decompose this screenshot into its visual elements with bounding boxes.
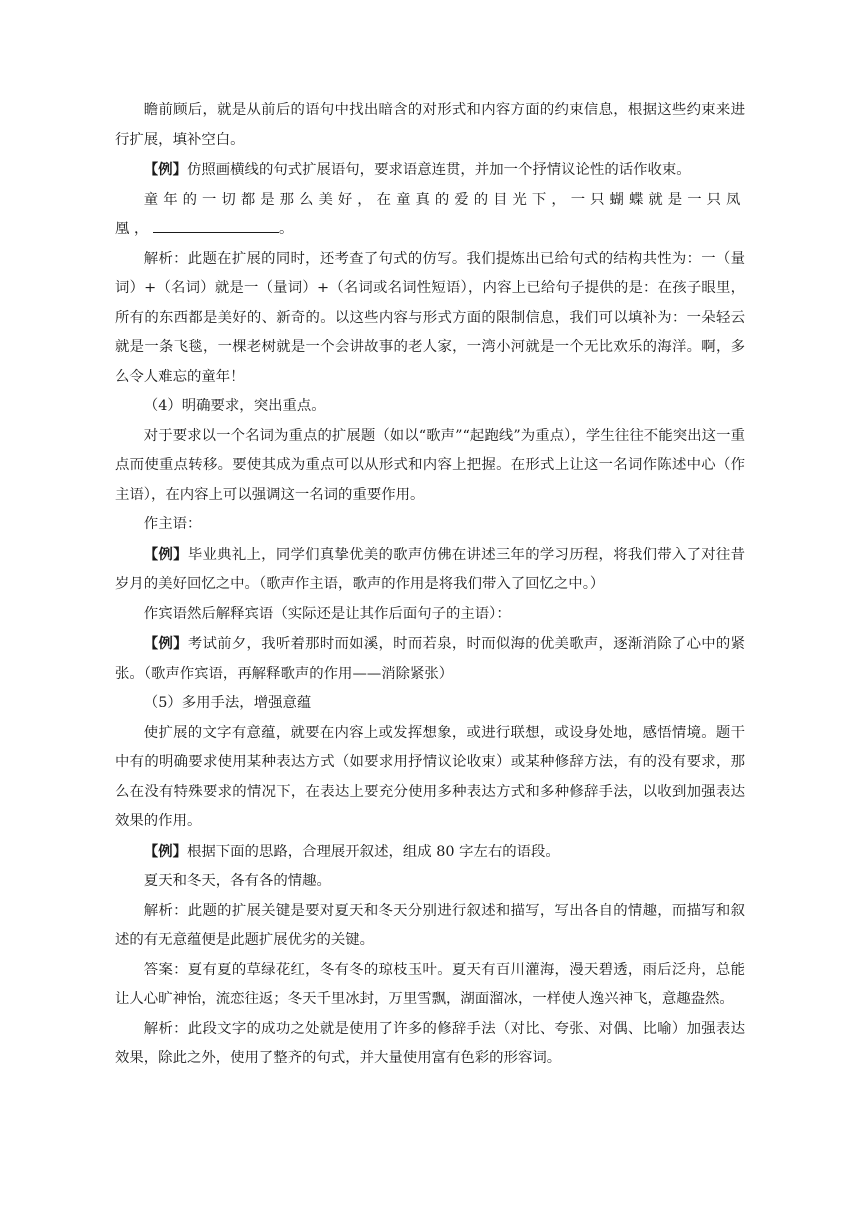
example-tag: 【例】 [143,842,187,860]
example-text: 毕业典礼上，同学们真挚优美的歌声仿佛在讲述三年的学习历程，将我们带入了对往昔岁月的美好回忆之中。（歌声作主语，歌声的作用是将我们带入了回忆之中。） [115,546,745,592]
fill-blank-line [153,218,279,233]
example-paragraph [115,837,745,868]
example-tag: 【例】 [143,635,188,652]
paragraph: 作宾语然后解释宾语（实际还是让其作后面句子的主语）： [143,605,511,622]
paragraph: 对于要求以一个名词为重点的扩展题（如以“歌声”“起跑线”为重点），学生往往不能突出这一重点而使重点转移。要使其成为重点可以从形式和内容上把握。在形式上让这一名词作陈述中心（作主语），在内容上可以强调这一名词的重要作用。 [115,427,745,503]
document-page [115,96,745,1074]
analysis-paragraph: 解析：此题的扩展关键是要对夏天和冬天分别进行叙述和描写，写出各自的情趣，而描写和叙述的有无意蕴便是此题扩展优劣的关键。 [115,902,745,948]
example-text: 仿照画横线的句式扩展语句，要求语意连贯，并加一个抒情议论性的话作收束。 [186,162,691,178]
paragraph: 瞻前顾后，就是从前后的语句中找出暗含的对形式和内容方面的约束信息，根据这些约束来进行扩展，填补空白。 [115,102,745,148]
example-paragraph [115,540,745,600]
example-tag: 【例】 [143,545,188,563]
section-heading: （4）明确要求，突出重点。 [143,398,326,414]
sentence-end: 。 [278,221,294,237]
example-paragraph [115,155,745,186]
analysis-paragraph: 解析：此题在扩展的同时，还考查了句式的仿写。我们提炼出已给句式的结构共性为：一（量词）+（名词）就是一（量词）+（名词或名词性短语），内容上已给句子提供的是：在孩子眼里，所有的东西都是美好的、新奇的。以这些内容与形式方面的限制信息，我们可以填补为：一朵轻云就是一条飞毯，一棵老树就是一个会讲故事的老人家，一湾小河就是一个无比欢乐的海洋。啊，多么令人难忘的童年！ [115,250,745,385]
example-tag: 【例】 [143,161,187,178]
analysis-paragraph: 解析：此段文字的成功之处就是使用了许多的修辞手法（对比、夸张、对偶、比喻）加强表达效果，除此之外，使用了整齐的句式，并大量使用富有色彩的形容词。 [115,1020,745,1066]
example-text: 根据下面的思路，合理展开叙述，组成 80 字左右的语段。 [186,843,560,860]
paragraph: 夏天和冬天，各有各的情趣。 [143,873,331,889]
example-sentence [115,186,745,245]
paragraph: 使扩展的文字有意蕴，就要在内容上或发挥想象，或进行联想，或设身处地，感悟情境。题干中有的明确要求使用某种表达方式（如要求用抒情议论收束）或某种修辞方法，有的没有要求，那么在没有特殊要求的情况下，在表达上要充分使用多种表达方式和多种修辞手法，以收到加强表达效果的作用。 [115,724,745,829]
example-paragraph [115,629,745,689]
example-sentence-text: 童年的一切都是那么美好，在童真的爱的目光下，一只蝴蝶就是一只凤凰， [115,191,745,237]
section-heading: （5）多用手法，增强意蕴 [143,695,312,711]
example-text: 考试前夕，我听着那时而如溪，时而若泉，时而似海的优美歌声，逐渐消除了心中的紧张。（歌声作宾语，再解释歌声的作用——消除紧张） [115,636,745,682]
answer-paragraph: 答案：夏有夏的草绿花红，冬有冬的琼枝玉叶。夏天有百川灌海，漫天碧透，雨后泛舟，总能让人心旷神怡，流恋往返；冬天千里冰封，万里雪飘，湖面溜冰，一样使人逸兴神飞，意趣盎然。 [115,961,745,1007]
paragraph: 作主语： [143,516,202,532]
